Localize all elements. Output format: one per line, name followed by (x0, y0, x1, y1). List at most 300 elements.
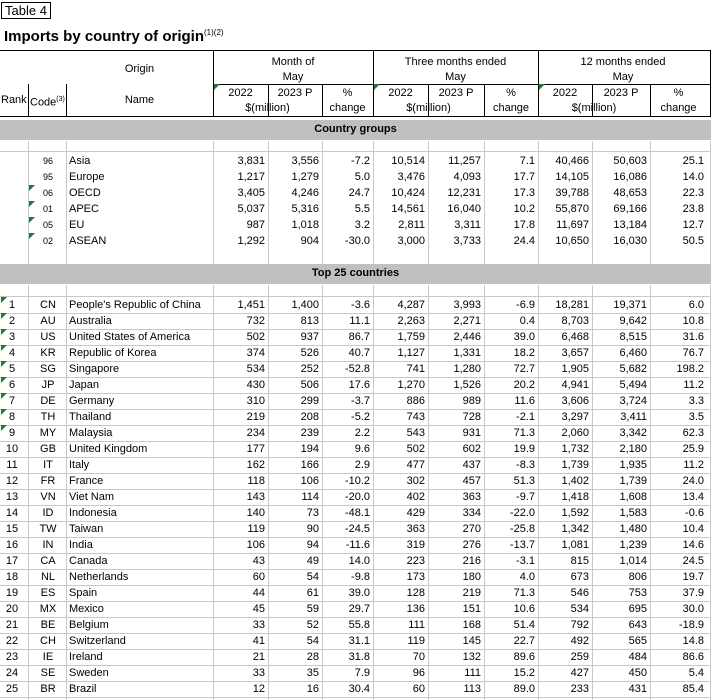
value-cell-tpct: -22.0 (509, 507, 535, 519)
value-cell-m22: 33 (252, 667, 265, 679)
row-gridline (0, 633, 711, 634)
col-gridline (213, 285, 214, 700)
rank-cell: 1 (8, 299, 16, 311)
value-cell-y22: 4,941 (561, 379, 589, 391)
value-cell-tpct: -9.7 (516, 491, 535, 503)
value-cell-mpct: -10.2 (344, 475, 370, 487)
header-col-divider (650, 84, 651, 116)
value-cell-y22: 792 (570, 619, 589, 631)
value-cell-m22: 143 (246, 491, 265, 503)
col-gridline (538, 285, 539, 700)
row-gridline (0, 649, 711, 650)
value-cell-m23: 937 (300, 331, 319, 343)
code-cell: MY (39, 427, 57, 439)
value-cell-t22: 223 (406, 555, 425, 567)
row-gridline (0, 489, 711, 490)
code-cell: VN (40, 491, 56, 503)
value-cell-ypct: 25.9 (682, 443, 704, 455)
value-cell-m23: 106 (300, 475, 319, 487)
value-cell-t22: 60 (412, 683, 425, 695)
value-cell-y22: 534 (570, 603, 589, 615)
value-cell-m23: 114 (301, 491, 319, 503)
value-cell-ypct: 25.1 (682, 155, 704, 167)
value-cell-ypct: 6.0 (688, 299, 704, 311)
value-cell-y22: 1,342 (561, 523, 589, 535)
value-cell-m22: 3,405 (237, 187, 265, 199)
value-cell-y22: 1,402 (561, 475, 589, 487)
table-title-text: Imports by country of origin (4, 28, 205, 45)
value-cell-m22: 118 (247, 475, 265, 487)
value-cell-ypct: 23.8 (682, 203, 704, 215)
col-gridline (28, 285, 29, 700)
name-cell: Viet Nam (69, 491, 115, 503)
origin-header: Origin (124, 63, 155, 75)
value-cell-mpct: 3.2 (354, 219, 370, 231)
value-cell-y23: 5,682 (619, 363, 647, 375)
value-cell-m23: 4,246 (291, 187, 319, 199)
value-cell-y23: 1,739 (619, 475, 647, 487)
value-cell-t23: 11,257 (448, 155, 481, 167)
value-cell-t22: 502 (406, 443, 425, 455)
value-cell-t22: 477 (406, 459, 425, 471)
value-cell-mpct: 7.9 (354, 667, 370, 679)
value-cell-t23: 3,311 (454, 219, 481, 231)
value-cell-m22: 534 (246, 363, 265, 375)
value-cell-y22: 1,732 (561, 443, 589, 455)
value-cell-ypct: 5.4 (688, 667, 704, 679)
header-col-divider (484, 84, 485, 116)
value-cell-t23: 113 (463, 683, 481, 695)
pct-header: % (506, 87, 516, 99)
value-cell-tpct: -2.1 (516, 411, 535, 423)
value-cell-ypct: 50.5 (682, 235, 704, 247)
value-cell-mpct: 9.6 (354, 443, 370, 455)
value-cell-t22: 743 (406, 411, 425, 423)
value-cell-m22: 21 (252, 651, 265, 663)
row-gridline (0, 457, 711, 458)
value-cell-y23: 1,239 (619, 539, 647, 551)
value-cell-y23: 695 (628, 603, 647, 615)
period-header-line1: 12 months ended (580, 56, 666, 68)
value-cell-y22: 6,468 (561, 331, 589, 343)
pct-header: % (673, 87, 684, 99)
value-cell-tpct: 15.2 (513, 667, 535, 679)
value-cell-tpct: 72.7 (513, 363, 535, 375)
value-cell-m23: 208 (300, 411, 319, 423)
value-cell-y22: 3,297 (561, 411, 589, 423)
value-cell-t23: 2,271 (453, 315, 481, 327)
code-cell: 01 (42, 204, 53, 214)
code-cell: JP (41, 379, 55, 391)
value-cell-y23: 8,515 (619, 331, 647, 343)
row-gridline (0, 617, 711, 618)
value-cell-y23: 450 (628, 667, 647, 679)
rank-cell: 10 (5, 443, 19, 455)
name-cell: Brazil (69, 683, 97, 695)
code-cell: IT (43, 459, 53, 471)
year-2023p-header: 2023 P (438, 87, 474, 99)
code-header: Code$^{(3)}$ (30, 96, 65, 109)
value-cell-t23: 3,993 (453, 299, 481, 311)
unit-header: $(million) (571, 102, 617, 114)
header-top-border (0, 50, 711, 51)
value-cell-tpct: 19.9 (513, 443, 535, 455)
value-cell-t23: 363 (462, 491, 481, 503)
row-gridline (0, 521, 711, 522)
value-cell-m23: 52 (306, 619, 319, 631)
code-cell: 05 (42, 220, 53, 230)
value-cell-m23: 35 (306, 667, 319, 679)
value-cell-t23: 219 (462, 587, 481, 599)
value-cell-m23: 61 (306, 587, 319, 599)
value-cell-y22: 10,650 (555, 235, 589, 247)
value-cell-y22: 39,788 (555, 187, 589, 199)
value-cell-y22: 427 (570, 667, 589, 679)
value-cell-y22: 1,418 (561, 491, 589, 503)
col-gridline (373, 285, 374, 700)
rank-header: Rank (1, 94, 27, 106)
value-cell-m22: 45 (252, 603, 265, 615)
cell-marker-icon (1, 345, 7, 351)
value-cell-y23: 1,014 (619, 555, 647, 567)
value-cell-ypct: -18.9 (678, 619, 704, 631)
value-cell-t22: 3,000 (397, 235, 425, 247)
col-gridline (66, 141, 67, 264)
value-cell-m22: 1,217 (237, 171, 265, 183)
value-cell-ypct: 30.0 (682, 603, 704, 615)
code-cell: TW (39, 523, 57, 535)
value-cell-m23: 90 (306, 523, 319, 535)
value-cell-tpct: 10.2 (513, 203, 535, 215)
name-cell: India (69, 539, 93, 551)
value-cell-mpct: 5.0 (354, 171, 370, 183)
value-cell-mpct: 24.7 (348, 187, 370, 199)
code-cell: CN (40, 299, 56, 311)
header-col-divider (428, 84, 429, 116)
value-cell-tpct: 71.3 (513, 427, 535, 439)
col-gridline (592, 141, 593, 264)
value-cell-t23: 931 (462, 427, 481, 439)
value-cell-mpct: 39.0 (348, 587, 370, 599)
name-cell: Mexico (69, 603, 104, 615)
value-cell-t22: 886 (406, 395, 425, 407)
header-group-divider (213, 50, 214, 116)
row-gridline (0, 681, 711, 682)
value-cell-m23: 59 (306, 603, 319, 615)
value-cell-y23: 6,460 (619, 347, 647, 359)
value-cell-t23: 276 (462, 539, 481, 551)
value-cell-y23: 3,411 (620, 411, 647, 423)
value-cell-tpct: 17.7 (513, 171, 535, 183)
value-cell-mpct: 17.6 (348, 379, 370, 391)
value-cell-t22: 10,514 (391, 155, 425, 167)
value-cell-m23: 1,400 (291, 299, 319, 311)
value-cell-t22: 319 (406, 539, 425, 551)
value-cell-m23: 16 (306, 683, 319, 695)
rank-cell: 18 (5, 571, 19, 583)
value-cell-y22: 673 (570, 571, 589, 583)
value-cell-t22: 363 (406, 523, 425, 535)
value-cell-ypct: 76.7 (682, 347, 704, 359)
value-cell-m23: 54 (306, 635, 319, 647)
value-cell-tpct: 10.6 (513, 603, 535, 615)
code-header-note: (3) (56, 96, 65, 103)
header-col-divider (592, 84, 593, 116)
cell-marker-icon (1, 361, 7, 367)
value-cell-m22: 162 (246, 459, 265, 471)
value-cell-t22: 136 (406, 603, 425, 615)
value-cell-tpct: 89.6 (513, 651, 535, 663)
name-cell: Malaysia (69, 427, 113, 439)
value-cell-y22: 1,081 (561, 539, 589, 551)
value-cell-ypct: 22.3 (682, 187, 704, 199)
rank-cell: 12 (5, 475, 19, 487)
name-cell: OECD (69, 187, 101, 199)
period-header-line2: May (445, 71, 466, 83)
value-cell-mpct: 31.1 (348, 635, 370, 647)
value-cell-m22: 5,037 (237, 203, 265, 215)
value-cell-y23: 13,184 (613, 219, 647, 231)
name-cell: Japan (69, 379, 99, 391)
code-cell: GB (40, 443, 56, 455)
col-gridline (373, 141, 374, 264)
row-gridline (0, 377, 711, 378)
code-cell: 95 (42, 172, 53, 182)
value-cell-mpct: -52.8 (344, 363, 370, 375)
header-year-border (213, 84, 711, 85)
header-group-divider (373, 50, 374, 116)
rank-cell: 4 (8, 347, 16, 359)
code-cell: ES (40, 587, 56, 599)
code-cell: MX (39, 603, 57, 615)
rank-cell: 13 (5, 491, 19, 503)
value-cell-y23: 753 (628, 587, 647, 599)
value-cell-tpct: 24.4 (513, 235, 535, 247)
country-groups-heading: Country groups (314, 123, 397, 135)
name-cell: France (69, 475, 104, 487)
name-cell: Europe (69, 171, 105, 183)
col-gridline (428, 141, 429, 264)
rank-cell: 3 (8, 331, 16, 343)
value-cell-m22: 44 (252, 587, 265, 599)
value-cell-tpct: 20.2 (513, 379, 535, 391)
code-cell: BR (40, 683, 56, 695)
code-cell: 02 (42, 236, 53, 246)
value-cell-ypct: 86.6 (682, 651, 704, 663)
value-cell-y23: 1,583 (619, 507, 647, 519)
row-gridline (0, 665, 711, 666)
row-gridline (0, 329, 711, 330)
value-cell-mpct: -5.2 (351, 411, 370, 423)
rank-cell: 6 (8, 379, 16, 391)
value-cell-mpct: 55.8 (348, 619, 370, 631)
value-cell-ypct: 12.7 (682, 219, 704, 231)
value-cell-mpct: 40.7 (348, 347, 370, 359)
value-cell-m22: 60 (252, 571, 265, 583)
sheet-tab-label[interactable]: Table 4 (1, 2, 51, 19)
header-col-divider (66, 84, 67, 116)
code-cell: CH (40, 635, 56, 647)
col-gridline (484, 141, 485, 264)
value-cell-t23: 180 (462, 571, 481, 583)
value-cell-t23: 12,231 (447, 187, 481, 199)
code-cell: TH (40, 411, 56, 423)
value-cell-m22: 12 (252, 683, 265, 695)
value-cell-ypct: 10.8 (682, 315, 704, 327)
code-cell: AU (40, 315, 56, 327)
value-cell-y22: 492 (570, 635, 589, 647)
cell-marker-icon (29, 233, 35, 239)
value-cell-mpct: -11.6 (345, 539, 370, 551)
value-cell-t22: 3,476 (397, 171, 425, 183)
rank-cell: 2 (8, 315, 16, 327)
header-bottom-border (0, 116, 711, 117)
value-cell-y23: 1,480 (619, 523, 647, 535)
rank-cell: 11 (6, 459, 18, 471)
value-cell-t23: 168 (462, 619, 481, 631)
name-cell: United Kingdom (69, 443, 148, 455)
value-cell-m22: 732 (246, 315, 265, 327)
value-cell-m23: 166 (300, 459, 319, 471)
header-group-divider (538, 50, 539, 116)
value-cell-y22: 259 (570, 651, 589, 663)
value-cell-tpct: 22.7 (513, 635, 535, 647)
rank-cell: 19 (5, 587, 19, 599)
code-cell: 96 (42, 156, 53, 166)
value-cell-y23: 3,724 (619, 395, 647, 407)
value-cell-t22: 70 (412, 651, 425, 663)
rank-cell: 15 (5, 523, 19, 535)
rank-cell: 16 (5, 539, 19, 551)
value-cell-y22: 55,870 (555, 203, 589, 215)
value-cell-tpct: 17.8 (513, 219, 535, 231)
value-cell-m22: 219 (246, 411, 265, 423)
value-cell-y23: 1,935 (619, 459, 647, 471)
value-cell-t23: 216 (462, 555, 481, 567)
value-cell-mpct: -20.0 (344, 491, 370, 503)
code-cell: US (40, 331, 56, 343)
value-cell-t22: 173 (406, 571, 425, 583)
code-cell: NL (40, 571, 56, 583)
col-gridline (28, 141, 29, 264)
value-cell-mpct: 31.8 (348, 651, 370, 663)
value-cell-t22: 128 (406, 587, 425, 599)
row-gridline (0, 345, 711, 346)
value-cell-tpct: -8.3 (516, 459, 535, 471)
value-cell-y22: 3,606 (561, 395, 589, 407)
value-cell-m22: 374 (246, 347, 265, 359)
value-cell-ypct: 14.0 (682, 171, 704, 183)
code-cell: DE (40, 395, 56, 407)
col-gridline (484, 285, 485, 700)
cell-marker-icon (1, 409, 7, 415)
col-gridline (322, 141, 323, 264)
value-cell-y22: 11,697 (556, 219, 589, 231)
value-cell-y23: 16,030 (613, 235, 647, 247)
rank-cell: 7 (8, 395, 16, 407)
unit-header: $(million) (245, 102, 290, 114)
value-cell-m23: 526 (300, 347, 319, 359)
row-gridline (0, 505, 711, 506)
value-cell-y22: 40,466 (555, 155, 589, 167)
col-gridline (428, 285, 429, 700)
value-cell-mpct: -3.6 (351, 299, 370, 311)
value-cell-tpct: 0.4 (519, 315, 535, 327)
year-2022-header: 2022 (228, 87, 253, 99)
gridline (0, 151, 711, 152)
cell-marker-icon (1, 297, 7, 303)
value-cell-m22: 33 (252, 619, 265, 631)
rank-cell: 23 (5, 651, 19, 663)
value-cell-y22: 8,703 (561, 315, 589, 327)
value-cell-mpct: 14.0 (348, 555, 370, 567)
value-cell-m23: 299 (300, 395, 319, 407)
value-cell-t23: 145 (462, 635, 481, 647)
row-gridline (0, 313, 711, 314)
value-cell-m23: 1,018 (291, 219, 319, 231)
row-gridline (0, 537, 711, 538)
name-cell: Indonesia (69, 507, 117, 519)
col-gridline (592, 285, 593, 700)
rank-cell: 17 (5, 555, 19, 567)
value-cell-t23: 132 (462, 651, 481, 663)
cell-marker-icon (374, 84, 380, 90)
value-cell-tpct: 7.1 (519, 155, 535, 167)
value-cell-ypct: 198.2 (676, 363, 704, 375)
value-cell-ypct: 31.6 (682, 331, 704, 343)
value-cell-tpct: 17.3 (513, 187, 535, 199)
value-cell-mpct: 86.7 (348, 331, 370, 343)
value-cell-m23: 73 (306, 507, 319, 519)
value-cell-y23: 16,086 (613, 171, 647, 183)
value-cell-ypct: 24.0 (682, 475, 704, 487)
col-gridline (650, 141, 651, 264)
cell-marker-icon (29, 201, 35, 207)
rank-cell: 9 (8, 427, 16, 439)
code-cell: SG (40, 363, 56, 375)
value-cell-y22: 546 (570, 587, 589, 599)
value-cell-y23: 2,180 (619, 443, 647, 455)
value-cell-ypct: 3.3 (688, 395, 704, 407)
code-cell: IN (42, 539, 54, 551)
value-cell-m22: 177 (246, 443, 265, 455)
value-cell-t22: 543 (406, 427, 425, 439)
value-cell-m22: 3,831 (237, 155, 265, 167)
value-cell-y22: 1,592 (561, 507, 589, 519)
value-cell-y23: 19,371 (613, 299, 647, 311)
value-cell-t22: 1,759 (397, 331, 425, 343)
code-cell: IE (42, 651, 54, 663)
value-cell-m22: 106 (246, 539, 265, 551)
value-cell-y22: 233 (570, 683, 589, 695)
value-cell-ypct: -0.6 (685, 507, 704, 519)
name-cell: Singapore (69, 363, 120, 375)
value-cell-m23: 94 (306, 539, 319, 551)
cell-marker-icon (1, 393, 7, 399)
rank-cell: 20 (5, 603, 19, 615)
value-cell-tpct: -6.9 (516, 299, 535, 311)
value-cell-t23: 334 (462, 507, 481, 519)
value-cell-y22: 2,060 (561, 427, 589, 439)
col-gridline (650, 285, 651, 700)
value-cell-mpct: 29.7 (348, 603, 370, 615)
pct-header: % (342, 87, 353, 99)
value-cell-t22: 1,127 (397, 347, 425, 359)
value-cell-mpct: -30.0 (344, 235, 370, 247)
value-cell-ypct: 10.4 (682, 523, 704, 535)
value-cell-t22: 302 (406, 475, 425, 487)
value-cell-y23: 3,342 (619, 427, 647, 439)
